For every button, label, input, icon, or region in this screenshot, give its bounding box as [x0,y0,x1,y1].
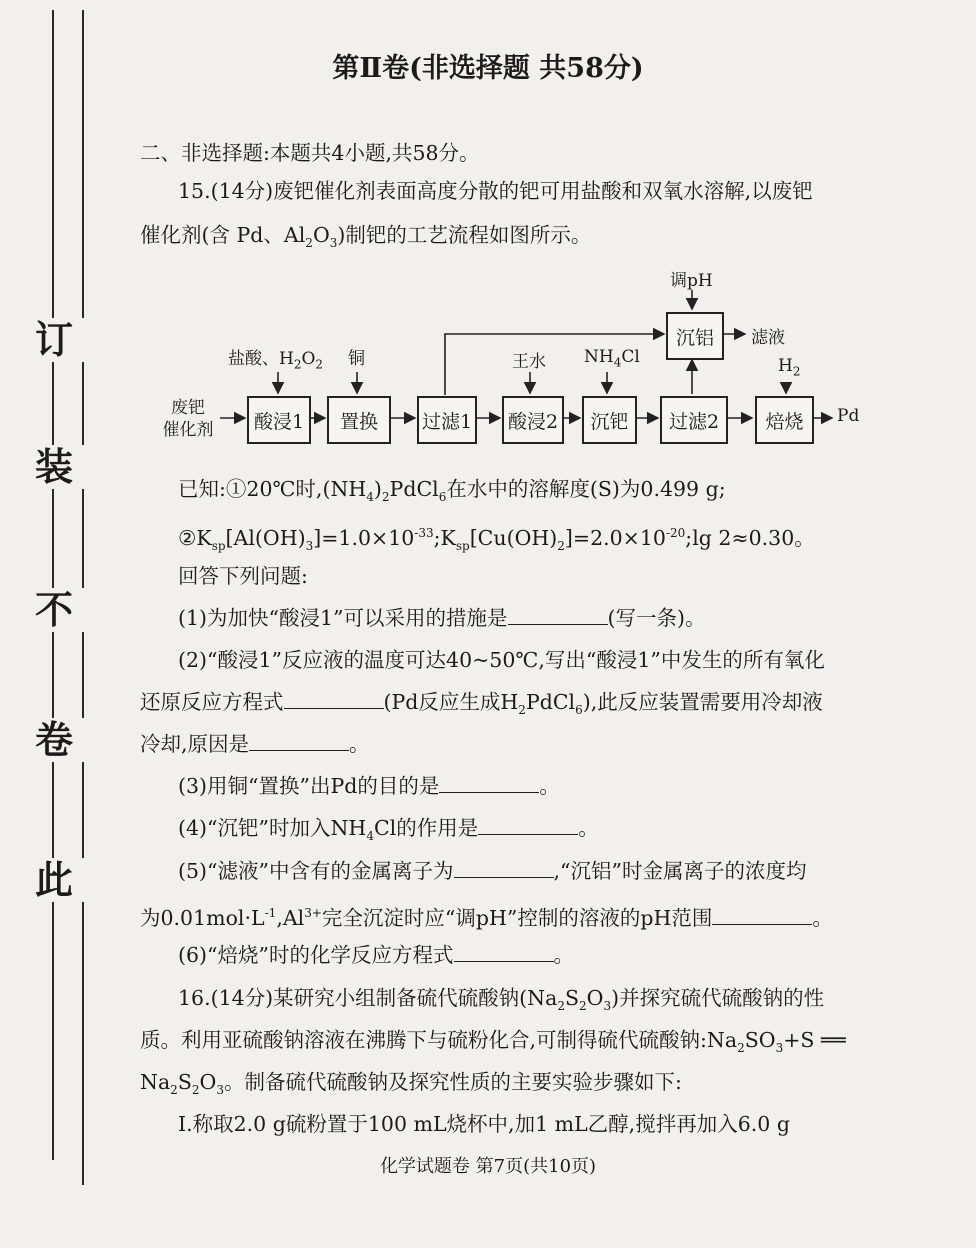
margin-char-ci: 此 [24,858,84,902]
q15-part2-line3: 冷却,原因是 。 [140,732,370,756]
margin-char-juan: 卷 [24,718,84,762]
q15-intro-line1: 15.(14分)废钯催化剂表面高度分散的钯可用盐酸和双氧水溶解,以废钯 [178,179,813,203]
flow-box-acid-leach-1: 酸浸1 [247,396,311,444]
flow-box-filter-2: 过滤2 [660,396,728,444]
reagent-aqua-regia: 王水 [512,352,546,372]
q15-part5-line2: 为$0.01mol\cdot L^{-1},Al^{3+}$完全沉淀时应“调pH”控制的溶液的pH范围 。 [140,905,833,930]
margin-char-zhuang: 装 [24,445,84,489]
q15-part2-line2: 还原反应方程式 (Pd反应生成$H_2PdCl_6$),此反应装置需要用冷却液 [140,690,823,718]
answer-blank[interactable] [454,941,554,962]
output-pd: Pd [837,406,860,426]
flow-box-filter-1: 过滤1 [417,396,477,444]
answer-blank[interactable] [478,814,578,835]
reagent-adjust-ph: 调pH [670,271,713,291]
flow-box-roasting: 焙烧 [755,396,814,444]
flow-arrows [0,0,976,480]
q15-part3: (3)用铜“置换”出Pd的目的是 。 [178,774,560,798]
flow-start-label: 废钯 催化剂 [162,398,214,440]
reagent-hcl-h2o2: 盐酸、$H_2O_2$ [228,349,324,372]
reagent-copper: 铜 [348,349,365,369]
q16-line2: 质。利用亚硫酸钠溶液在沸腾下与硫粉化合,可制得硫代硫酸钠$:Na_2SO_3+S$ ══ [140,1028,846,1056]
q15-part2-line1: (2)“酸浸1”反应液的温度可达40~50℃,写出“酸浸1”中发生的所有氧化 [178,648,825,672]
answer-blank[interactable] [508,604,608,625]
q15-part5-line1: (5)“滤液”中含有的金属离子为 ,“沉铝”时金属离子的浓度均 [178,859,807,883]
flow-box-pd-precipitation: 沉钯 [582,396,637,444]
q15-intro-line2: 催化剂(含 Pd、$Al_2O_3$)制钯的工艺流程如图所示。 [140,223,592,251]
reagent-nh4cl: $NH_4Cl$ [584,347,640,370]
reagent-h2: $H_2$ [778,356,801,379]
section-heading: 二、非选择题:本题共4小题,共58分。 [140,141,480,165]
q15-part6: (6)“焙烧”时的化学反应方程式 。 [178,943,574,967]
output-filtrate: 滤液 [751,328,785,348]
flow-box-acid-leach-2: 酸浸2 [502,396,564,444]
page-title: 第Ⅱ卷(非选择题 共58分) [332,53,644,84]
flow-box-replacement: 置换 [327,396,391,444]
answer-blank[interactable] [439,772,539,793]
answer-blank[interactable] [454,857,554,878]
q16-line3: $Na_2S_2O_3$。制备硫代硫酸钠及探究性质的主要实验步骤如下: [140,1070,682,1098]
answer-blank[interactable] [249,730,349,751]
answer-prompt: 回答下列问题: [178,564,308,588]
q16-line1: 16.(14分)某研究小组制备硫代硫酸钠$(Na_2S_2O_3)$并探究硫代硫酸钠的性 [178,986,825,1014]
answer-blank[interactable] [284,688,384,709]
margin-char-ding: 订 [24,318,84,362]
q15-part1: (1)为加快“酸浸1”可以采用的措施是 (写一条)。 [178,606,706,630]
page-footer: 化学试题卷 第7页(共10页) [379,1156,597,1177]
known-2: $②K_{sp}[Al(OH)_3]=1.0\times 10^{-33};K_{sp}[Cu(OH)_2]=2.0\times 10^{-20};\lg$ 2≈0.30。 [178,525,815,553]
q15-part4: (4)“沉钯”时加入$NH_4Cl$的作用是 。 [178,816,599,844]
known-1: 已知:①20℃时$,(NH_4)_2PdCl_6$在水中的溶解度(S)为0.499 g; [178,477,726,505]
answer-blank[interactable] [712,904,812,925]
q16-step1: Ⅰ.称取2.0 g硫粉置于100 mL烧杯中,加1 mL乙醇,搅拌再加入6.0 g [178,1112,790,1136]
margin-char-bu: 不 [24,588,84,632]
flow-box-al-precipitation: 沉铝 [666,312,724,360]
